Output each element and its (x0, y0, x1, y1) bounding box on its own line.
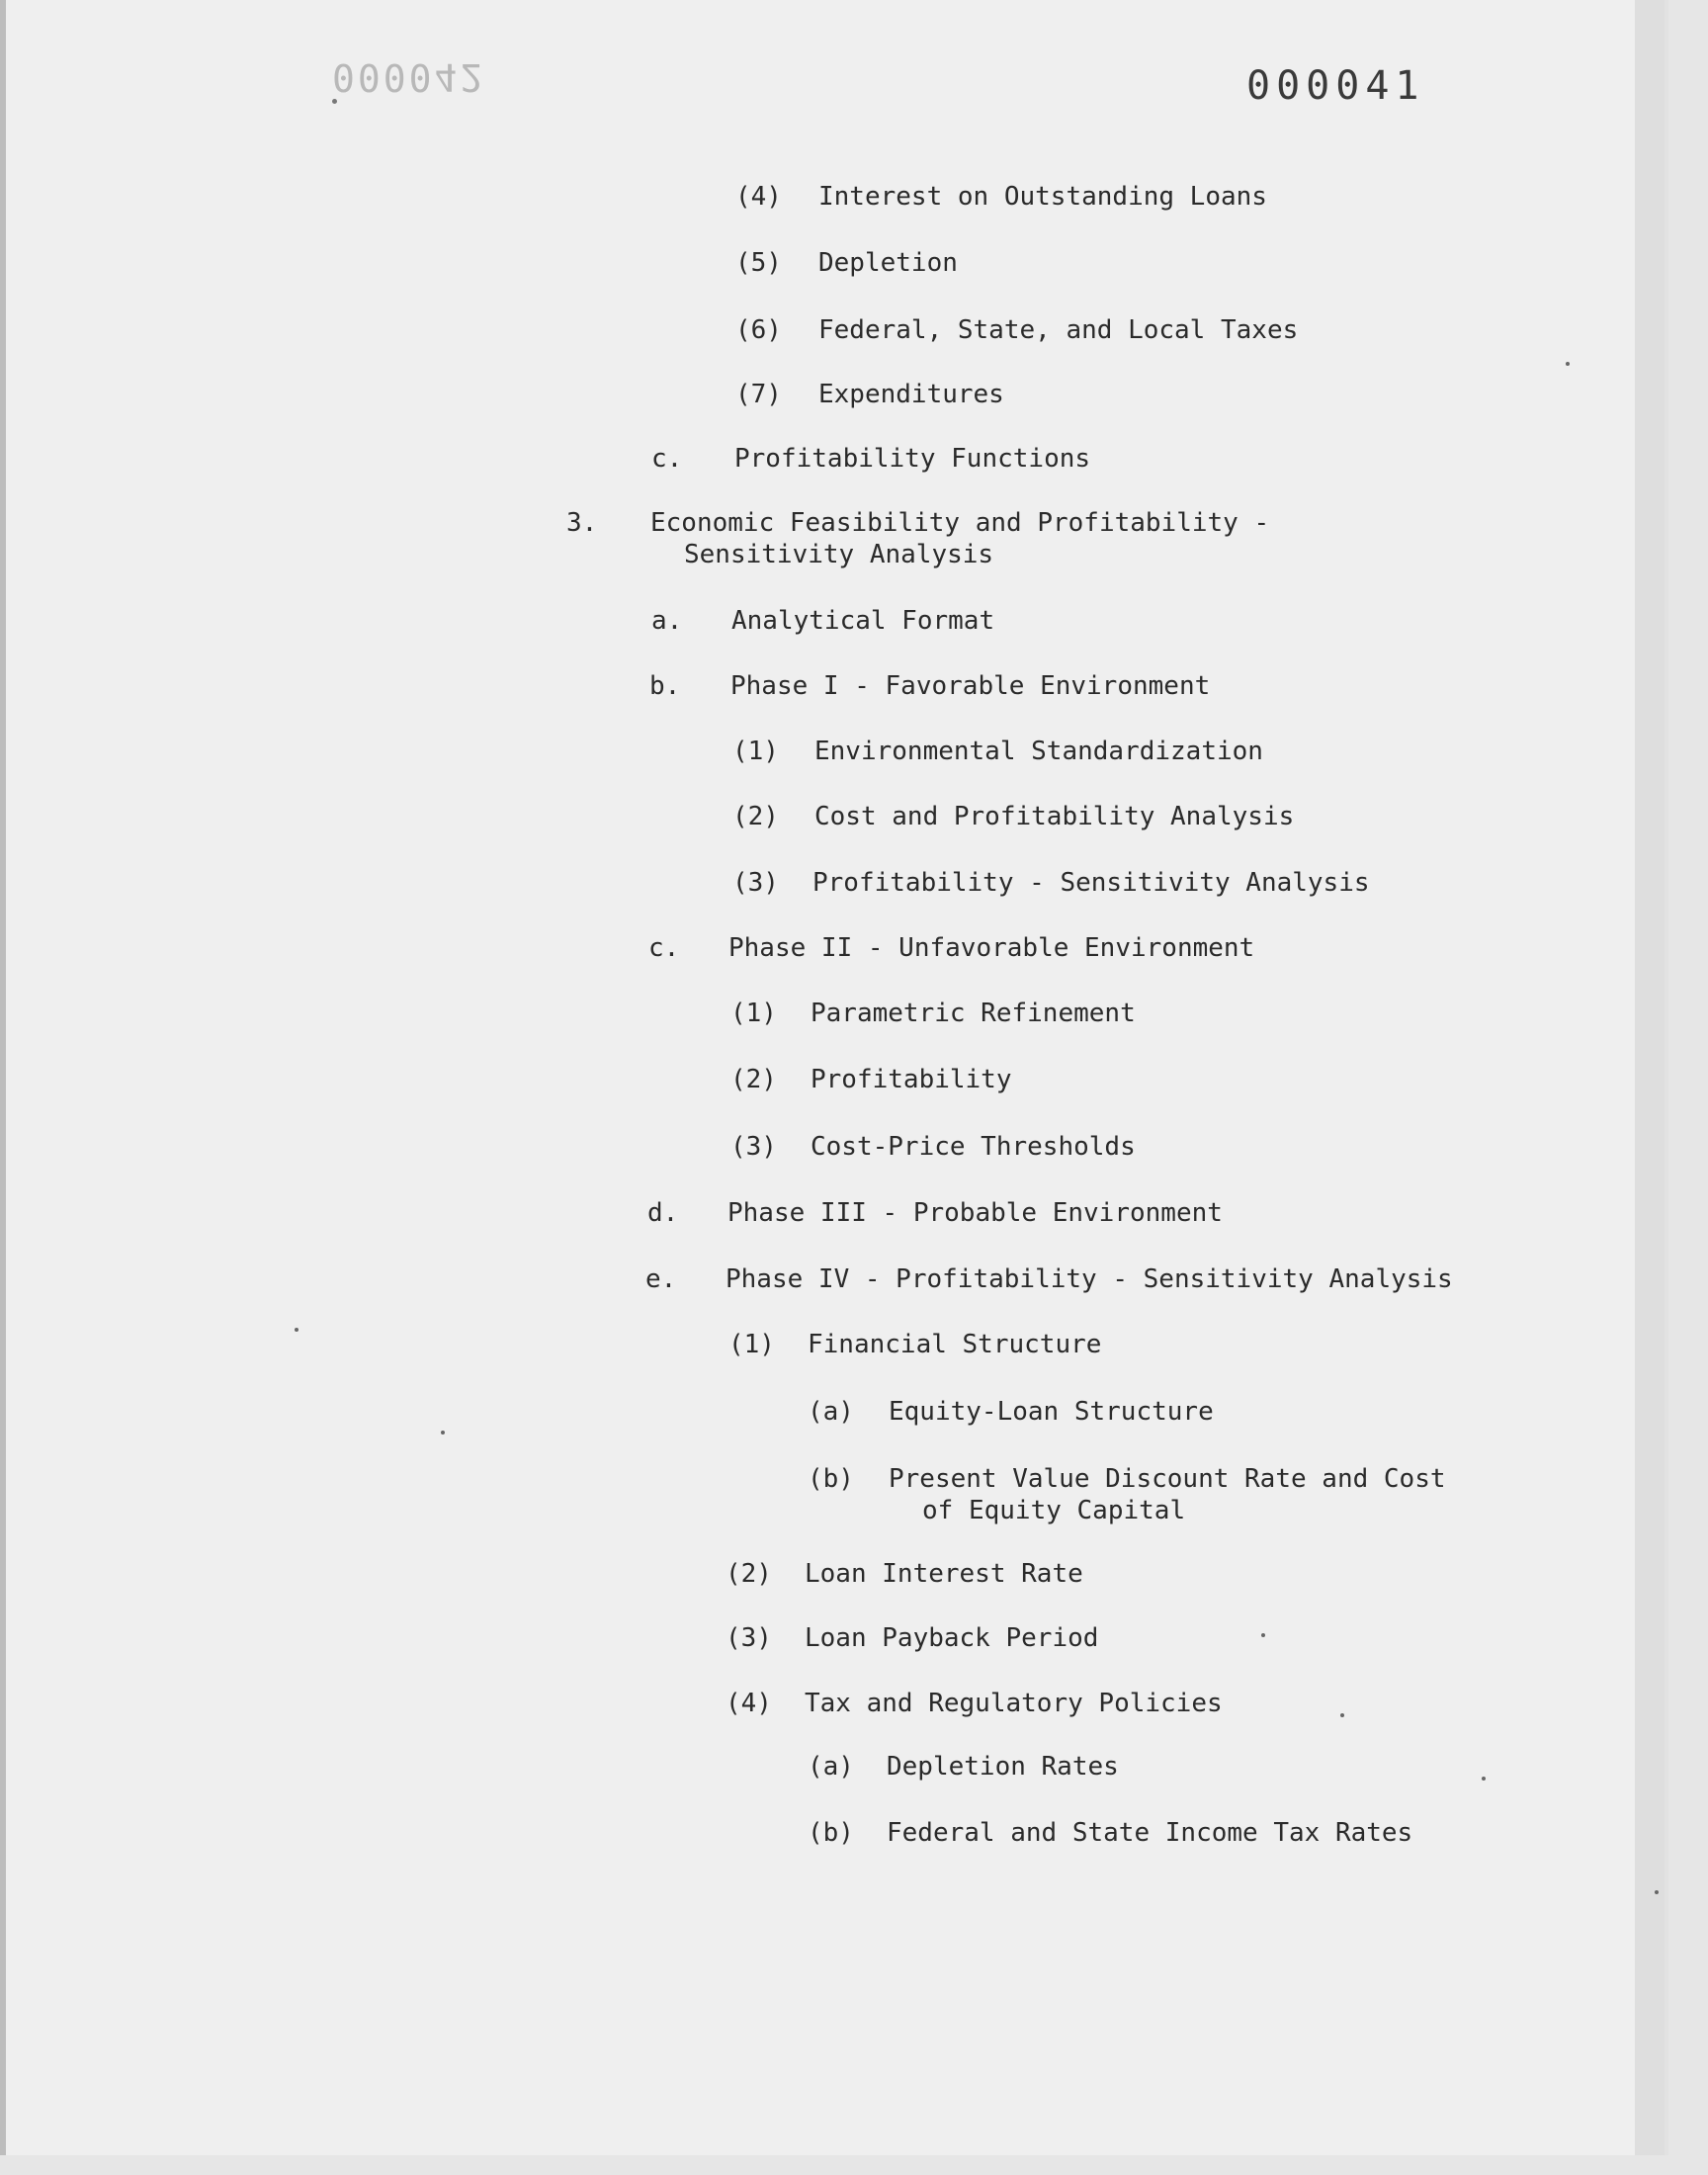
outline-marker: (2) (726, 1559, 772, 1589)
outline-marker: (1) (730, 999, 777, 1028)
outline-text: Federal, State, and Local Taxes (818, 315, 1299, 345)
outline-text: Profitability Functions (734, 444, 1091, 474)
outline-text: Expenditures (818, 380, 1004, 409)
outline-marker: (6) (735, 315, 782, 345)
page-number: 000041 (1246, 63, 1425, 109)
outline-marker: (1) (732, 737, 779, 766)
outline-marker: (b) (808, 1818, 854, 1848)
stamp-dot (332, 99, 337, 104)
outline-marker: (4) (726, 1689, 772, 1718)
outline-marker: (4) (735, 182, 782, 212)
page-edge (1635, 0, 1665, 2155)
outline-text-line: of Equity Capital (922, 1496, 1186, 1525)
outline-text: Phase II - Unfavorable Environment (728, 933, 1255, 963)
outline-marker: (1) (728, 1330, 775, 1359)
outline-text: Profitability - Sensitivity Analysis (812, 868, 1370, 898)
scan-speck (1340, 1713, 1344, 1717)
outline-text: Depletion (818, 248, 958, 278)
scan-speck (1566, 362, 1570, 366)
outline-text: Phase IV - Profitability - Sensitivity Analysis (726, 1264, 1453, 1294)
scan-speck (1261, 1633, 1265, 1637)
outline-text (650, 507, 1269, 570)
outline-marker: (5) (735, 248, 782, 278)
outline-text: Environmental Standardization (814, 737, 1263, 766)
outline-marker: 3. (566, 508, 598, 538)
outline-text: Financial Structure (808, 1330, 1102, 1359)
outline-text-line: Economic Feasibility and Profitability - (650, 508, 1270, 538)
outline-marker: c. (651, 444, 683, 474)
outline-marker: (2) (732, 802, 779, 831)
outline-text-line: Present Value Discount Rate and Cost (889, 1464, 1446, 1494)
outline-marker: a. (651, 606, 683, 636)
outline-text: Profitability (811, 1065, 1012, 1094)
outline-marker: (7) (735, 380, 782, 409)
outline-marker: (3) (726, 1623, 772, 1653)
outline-marker: (a) (808, 1397, 854, 1427)
scan-speck (1482, 1777, 1486, 1781)
outline-marker: (2) (730, 1065, 777, 1094)
outline-text (889, 1463, 1446, 1526)
outline-marker: e. (645, 1264, 677, 1294)
outline-text: Depletion Rates (887, 1752, 1119, 1782)
scan-speck (441, 1431, 445, 1435)
outline-text: Federal and State Income Tax Rates (887, 1818, 1413, 1848)
outline-marker: (3) (732, 868, 779, 898)
mirrored-page-stamp: 000042 (332, 55, 486, 99)
outline-text-line: Sensitivity Analysis (684, 540, 994, 569)
outline-marker: (a) (808, 1752, 854, 1782)
outline-marker: c. (648, 933, 680, 963)
outline-text: Loan Payback Period (805, 1623, 1099, 1653)
outline-text: Cost-Price Thresholds (811, 1132, 1136, 1162)
outline-text: Cost and Profitability Analysis (814, 802, 1295, 831)
outline-text: Phase I - Favorable Environment (730, 671, 1211, 701)
outline-text: Equity-Loan Structure (889, 1397, 1214, 1427)
outline-text: Tax and Regulatory Policies (805, 1689, 1223, 1718)
outline-marker: b. (649, 671, 681, 701)
outline-text: Loan Interest Rate (805, 1559, 1083, 1589)
scan-speck (295, 1328, 299, 1332)
scan-speck (1655, 1890, 1659, 1894)
outline-marker: (3) (730, 1132, 777, 1162)
outline-text: Analytical Format (731, 606, 995, 636)
outline-marker: (b) (808, 1464, 854, 1494)
outline-text: Phase III - Probable Environment (727, 1198, 1223, 1228)
outline-text: Parametric Refinement (811, 999, 1136, 1028)
outline-marker: d. (647, 1198, 679, 1228)
outline-text: Interest on Outstanding Loans (818, 182, 1267, 212)
